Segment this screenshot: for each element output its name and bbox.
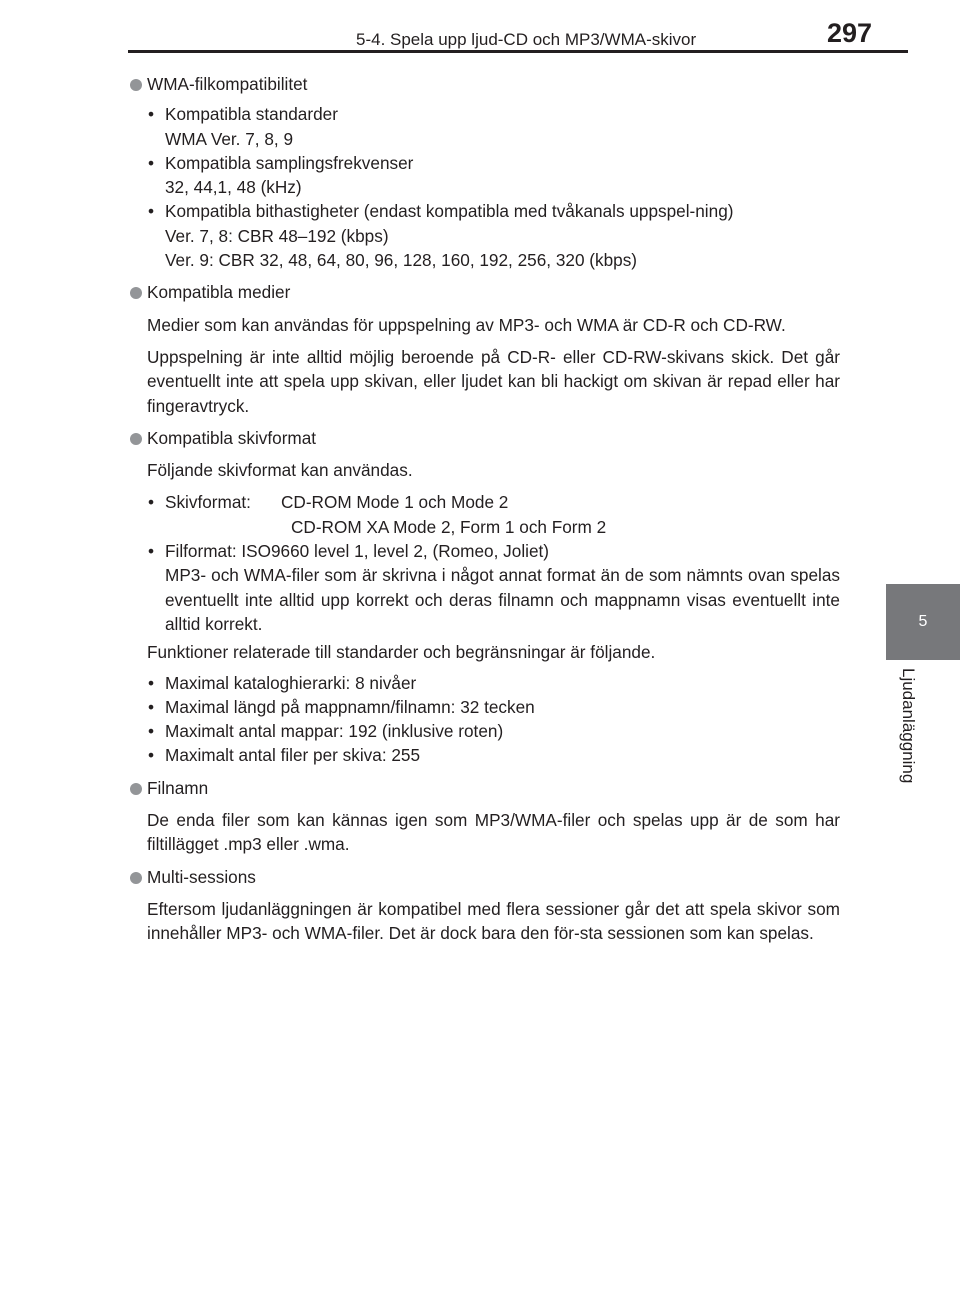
section-title: Kompatibla medier	[147, 282, 291, 303]
disc-format-values	[281, 490, 606, 539]
item-detail: 32, 44,1, 48 (kHz)	[165, 177, 302, 198]
bullet-dot-icon	[130, 872, 142, 884]
section-wma	[128, 72, 840, 272]
page-content	[128, 72, 840, 954]
list-item: • Maximal kataloghierarki: 8 nivåer	[147, 671, 840, 695]
section-heading	[128, 865, 840, 889]
page-number: 297	[827, 18, 873, 48]
bullet-dot-icon	[130, 79, 142, 91]
running-header-title: 5-4. Spela upp ljud-CD och MP3/WMA-skivor	[356, 30, 697, 49]
section-title: WMA-filkompatibilitet	[147, 74, 308, 94]
bullet-list	[147, 490, 840, 636]
list-item: • Maximalt antal mappar: 192 (inklusive roten)	[147, 719, 840, 743]
paragraph: Uppspelning är inte alltid möjlig beroende på CD-R- eller CD-RW-skivans skick. Det går eventuellt inte att spela upp skivan, eller ljudet kan bli hackigt om skivan är repad eller har fingeravtryck.	[147, 346, 840, 416]
list-item	[147, 199, 840, 272]
item-detail: WMA Ver. 7, 8, 9	[165, 128, 294, 149]
paragraph: De enda filer som kan kännas igen som MP3/WMA-filer och spelas upp är de som har filtillägget .mp3 eller .wma.	[147, 810, 840, 855]
list-item	[147, 102, 840, 151]
item-label: • Kompatibla standarder	[165, 104, 338, 125]
item-label: • Filformat: ISO9660 level 1, level 2, (Romeo, Joliet)	[165, 541, 550, 562]
section-filenames	[128, 776, 840, 857]
bullet-list	[147, 102, 840, 272]
disc-format-value: CD-ROM Mode 1 och Mode 2	[281, 492, 509, 513]
section-media	[128, 280, 840, 417]
section-heading	[128, 426, 840, 450]
list-item: • Maximalt antal filer per skiva: 255	[147, 743, 840, 767]
item-label: • Kompatibla bithastigheter (endast kompatibla med tvåkanals uppspel-ning)	[165, 201, 734, 222]
chapter-tab: 5	[886, 584, 960, 660]
paragraph: Följande skivformat kan användas.	[147, 460, 413, 481]
bullet-dot-icon	[130, 783, 142, 795]
section-title: Kompatibla skivformat	[147, 427, 317, 448]
item-detail: MP3- och WMA-filer som är skrivna i något annat format än de som nämnts ovan spelas eventuellt inte alltid upp korrekt och deras filnamn och mappnamn visas eventuellt inte alltid korrekt.	[165, 565, 840, 634]
list-item	[147, 151, 840, 200]
section-title: Filnamn	[147, 777, 209, 798]
section-heading	[128, 776, 840, 800]
item-label: • Kompatibla samplingsfrekvenser	[165, 152, 414, 173]
paragraph: Funktioner relaterade till standarder och begränsningar är följande.	[147, 642, 656, 663]
bullet-dot-icon	[130, 433, 142, 445]
section-heading	[128, 72, 840, 96]
disc-format-value: CD-ROM XA Mode 2, Form 1 och Form 2	[291, 516, 607, 537]
disc-format-row	[165, 490, 840, 539]
bullet-list	[147, 671, 840, 768]
bullet-dot-icon	[130, 287, 142, 299]
section-formats	[128, 426, 840, 768]
header-rule	[128, 50, 908, 53]
paragraph: Medier som kan användas för uppspelning av MP3- och WMA är CD-R och CD-RW.	[147, 314, 786, 335]
list-item	[147, 539, 840, 636]
section-heading	[128, 280, 840, 304]
section-title: Multi-sessions	[147, 866, 256, 887]
chapter-tab-label: Ljudanläggning	[899, 668, 918, 784]
disc-format-label: • Skivformat:	[165, 492, 251, 513]
list-item: • Maximal längd på mappnamn/filnamn: 32 tecken	[147, 695, 840, 719]
item-detail: Ver. 9: CBR 32, 48, 64, 80, 96, 128, 160, 192, 256, 320 (kbps)	[165, 250, 638, 271]
item-detail: Ver. 7, 8: CBR 48–192 (kbps)	[165, 225, 389, 246]
paragraph: Eftersom ljudanläggningen är kompatibel med flera sessioner går det att spela skivor som innehåller MP3- och WMA-filer. Det är dock bara den för-sta sessionen som kan spelas.	[147, 898, 840, 944]
section-multisession	[128, 865, 840, 946]
list-item	[147, 490, 840, 539]
